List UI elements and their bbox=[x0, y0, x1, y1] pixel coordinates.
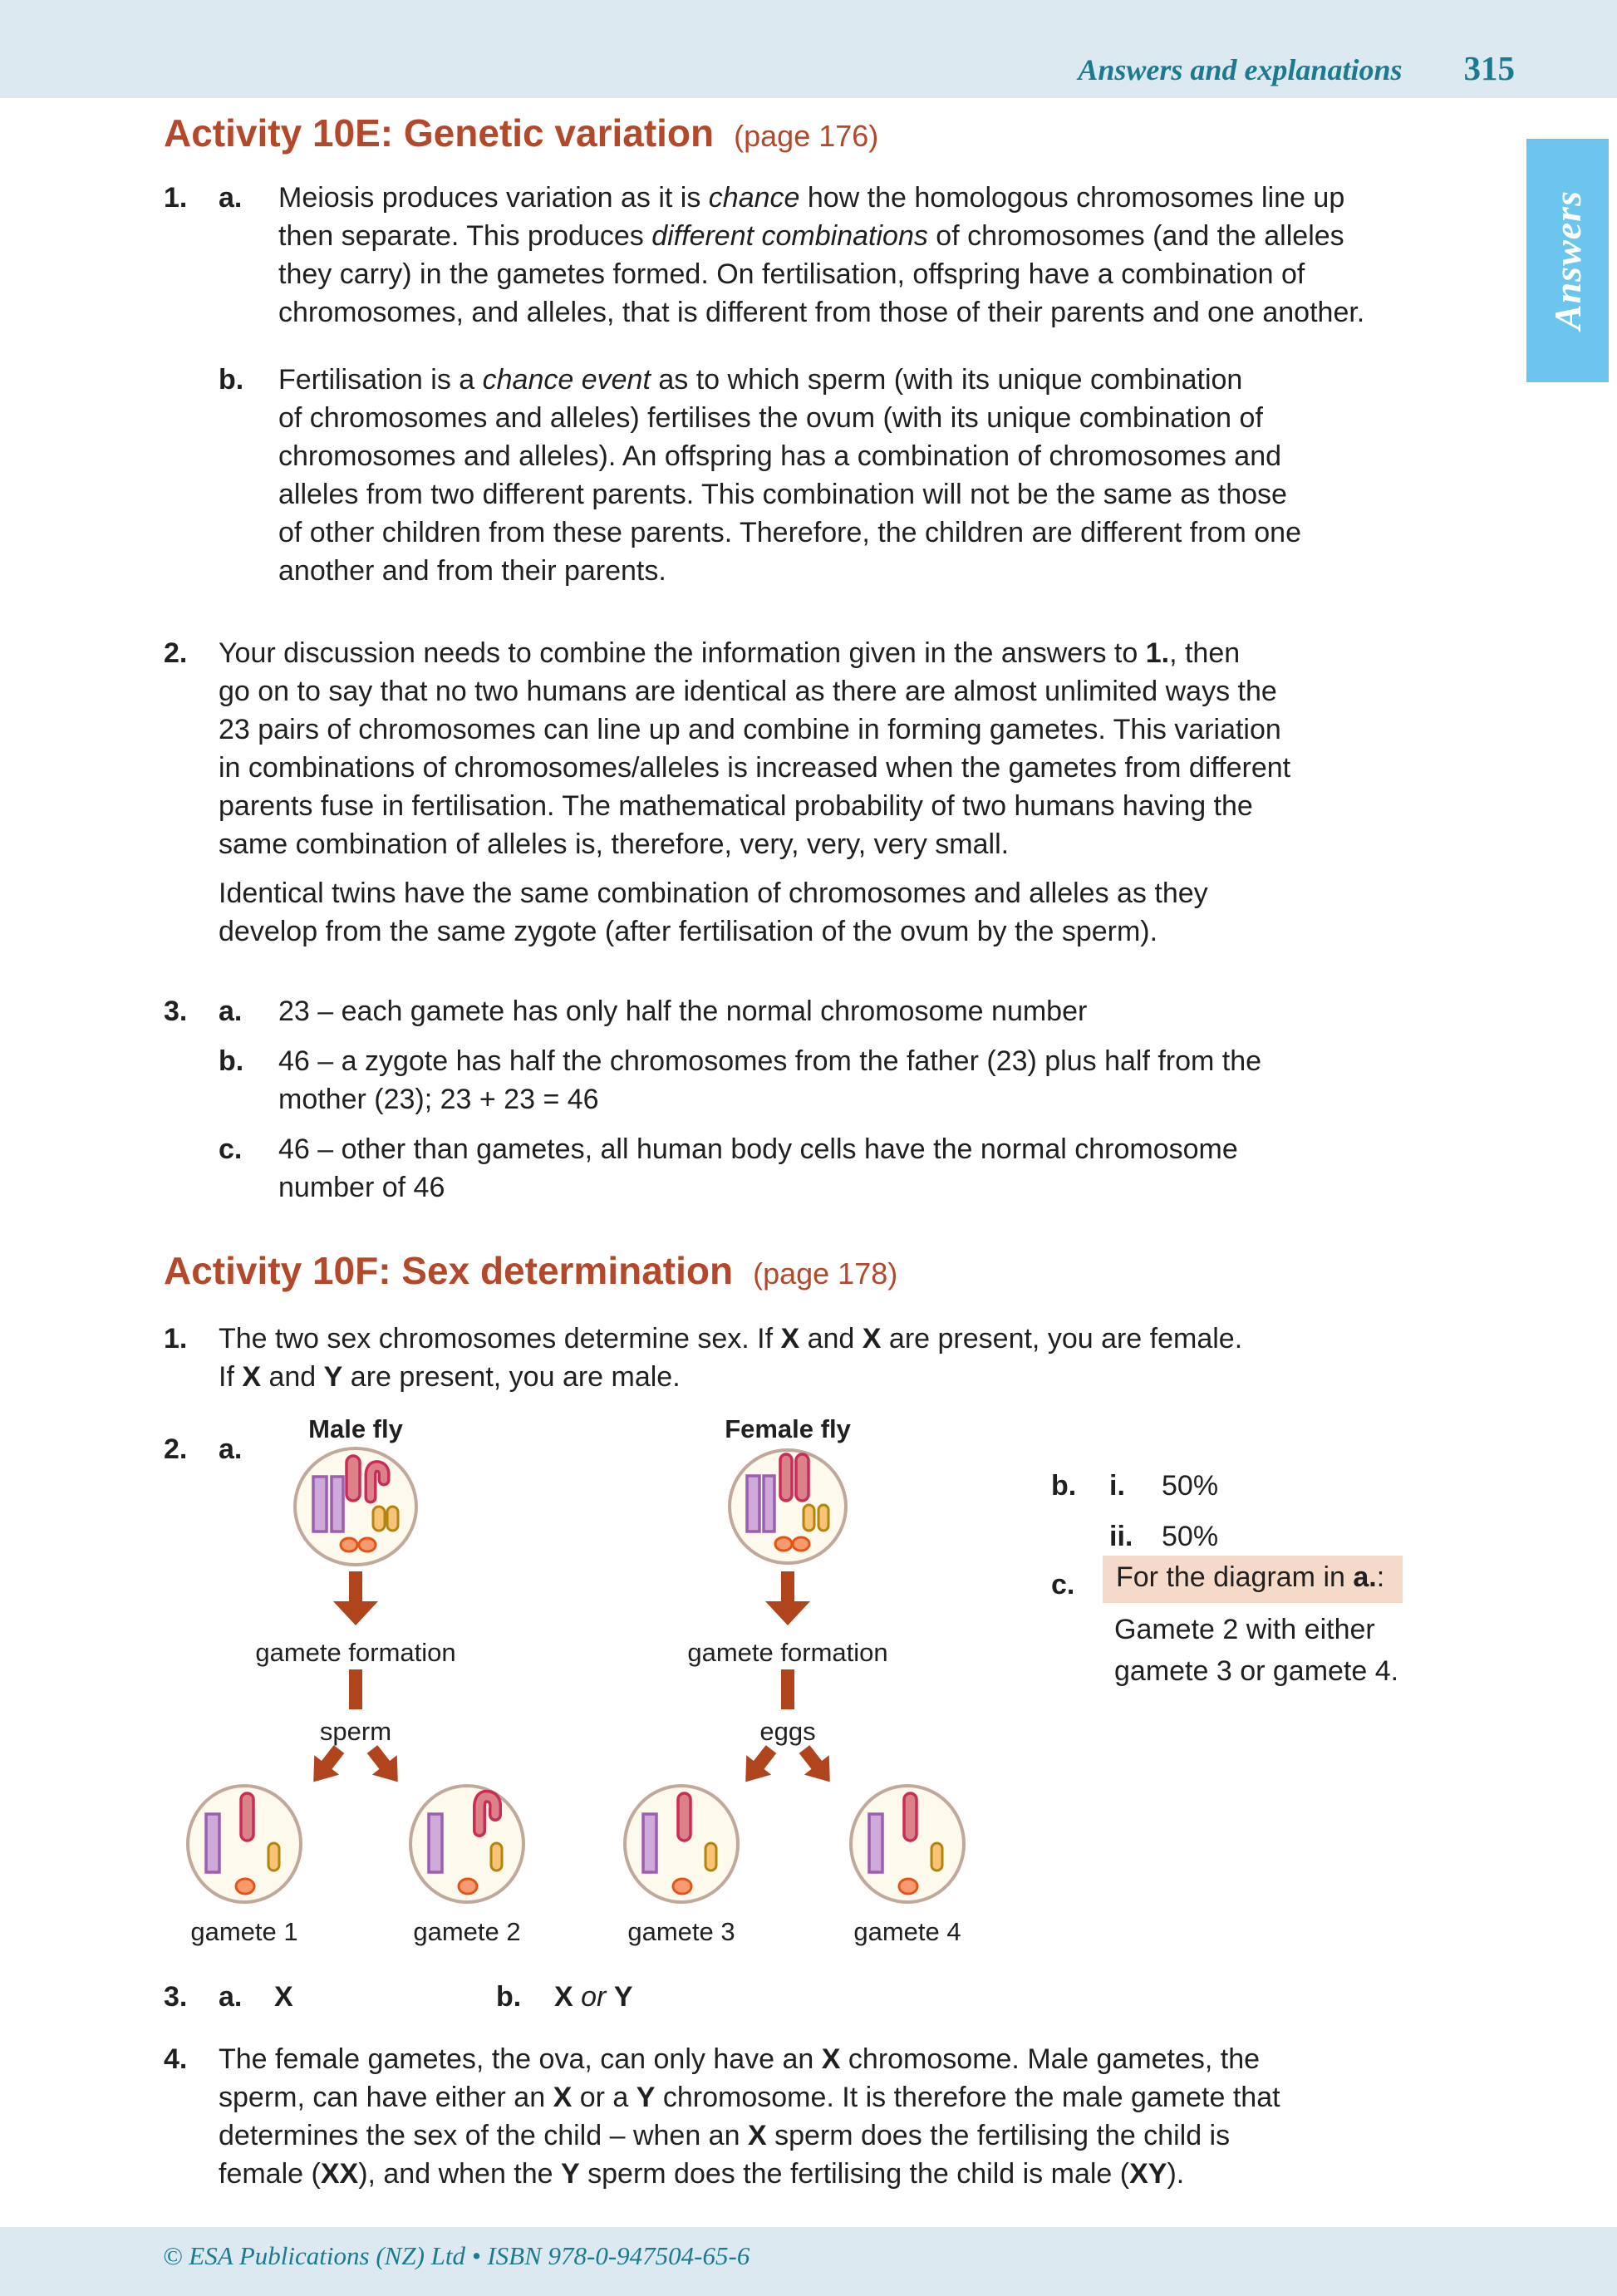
gamete-formation-label-left: gamete formation bbox=[255, 1638, 456, 1667]
answer-fc-line-2: gamete 3 or gamete 4. bbox=[1114, 1655, 1399, 1687]
gamete-3-cell bbox=[625, 1786, 738, 1902]
answer-f1-text: The two sex chromosomes determine sex. If X and X are present, you are female. If X and Y are present, you are male. bbox=[219, 1323, 1243, 1393]
item-1b-letter: b. bbox=[219, 364, 244, 396]
running-header bbox=[1078, 48, 1515, 88]
item-fbi-numeral: i. bbox=[1109, 1470, 1125, 1502]
item-fc-letter: c. bbox=[1051, 1569, 1075, 1600]
chromosome-x bbox=[796, 1454, 808, 1501]
answer-fbii-value: 50% bbox=[1162, 1521, 1219, 1552]
answer-3b-text: 46 – a zygote has half the chromosomes from the father (23) plus half from the mother (23); 23 + 23 = 46 bbox=[278, 1045, 1262, 1115]
answers-side-tab-label: Answers bbox=[1546, 190, 1589, 331]
item-f3-number: 3. bbox=[164, 1981, 188, 2013]
chromosome-orange bbox=[793, 1537, 809, 1551]
eggs-label: eggs bbox=[759, 1717, 816, 1746]
connector-bar bbox=[781, 1669, 794, 1709]
gamete-2-label: gamete 2 bbox=[413, 1917, 521, 1946]
chromosome-purple bbox=[747, 1476, 759, 1531]
gamete-4-cell bbox=[851, 1786, 964, 1902]
gamete-1-label: gamete 1 bbox=[190, 1917, 298, 1946]
chromosome-purple bbox=[764, 1476, 774, 1531]
activity-10e-page-ref: (page 176) bbox=[734, 119, 879, 153]
arrow-down-icon bbox=[333, 1601, 378, 1625]
activity-10f-title-text: Activity 10F: Sex determination bbox=[164, 1249, 734, 1292]
answer-fc-line-1: Gamete 2 with either bbox=[1114, 1614, 1375, 1645]
diagonal-arrow-icon bbox=[301, 1739, 351, 1792]
answer-fbi-value: 50% bbox=[1162, 1470, 1219, 1502]
item-f3a-letter: a. bbox=[219, 1981, 243, 2013]
chromosome-yellow bbox=[818, 1505, 828, 1531]
answer-f3a-value: X bbox=[274, 1981, 293, 2013]
answer-2-text-2: Identical twins have the same combination of chromosomes and alleles as they develop from the same zygote (after fertilisation of the ovum by the sperm). bbox=[219, 878, 1208, 947]
answer-f3b-value: X or Y bbox=[554, 1981, 633, 2013]
male-fly-label: Male fly bbox=[308, 1414, 403, 1443]
sex-determination-diagram bbox=[133, 1404, 1197, 1978]
chromosome-yellow bbox=[373, 1507, 385, 1531]
item-f1-number: 1. bbox=[164, 1323, 188, 1354]
item-fbii-numeral: ii. bbox=[1109, 1521, 1133, 1552]
item-f4-number: 4. bbox=[164, 2043, 188, 2075]
answer-f4-text: The female gametes, the ova, can only have an X chromosome. Male gametes, the sperm, can have either an X or a Y chromosome. It is therefore the male gamete that determines the sex of the child – when an X sperm does the fertilising the child is female (XX), and when the Y sperm does the fertilising the child is male (XY). bbox=[219, 2043, 1280, 2190]
answer-3c-text: 46 – other than gametes, all human body cells have the normal chromosome number of 46 bbox=[278, 1133, 1238, 1203]
item-3c-letter: c. bbox=[219, 1133, 243, 1165]
answers-side-tab bbox=[1526, 139, 1609, 382]
activity-10e-title bbox=[164, 111, 878, 155]
chromosome-orange bbox=[341, 1538, 357, 1551]
diagonal-arrow-icon bbox=[792, 1739, 843, 1792]
arrow-down-icon bbox=[765, 1601, 810, 1625]
female-fly-cell bbox=[730, 1450, 846, 1563]
highlighted-answer: For the diagram in a.: bbox=[1103, 1556, 1403, 1603]
chromosome-purple bbox=[313, 1477, 327, 1531]
item-3b-letter: b. bbox=[219, 1045, 244, 1077]
chromosome-purple bbox=[332, 1477, 343, 1531]
arrow-down-icon bbox=[781, 1571, 794, 1603]
chromosome-x bbox=[346, 1456, 360, 1501]
item-f2-number: 2. bbox=[164, 1433, 188, 1465]
gamete-3-label: gamete 3 bbox=[627, 1917, 735, 1946]
arrow-down-icon bbox=[349, 1571, 362, 1603]
item-f3b-letter: b. bbox=[496, 1981, 522, 2013]
item-2-number: 2. bbox=[164, 637, 188, 669]
answer-1b-text: Fertilisation is a chance event as to which sperm (with its unique combination of chromosomes and alleles) fertilises the ovum (with its unique combination of chromosomes and alleles). An offspring has a combination of chromosomes and alleles from two different parents. This combination will not be the same as those of other children from these parents. Therefore, the children are different from one another and from their parents. bbox=[278, 364, 1301, 587]
answer-3a-text: 23 – each gamete has only half the normal chromosome number bbox=[278, 996, 1088, 1027]
chromosome-yellow bbox=[804, 1505, 814, 1531]
diagonal-arrow-icon bbox=[733, 1739, 784, 1792]
diagonal-arrow-icon bbox=[360, 1739, 410, 1792]
item-3a-letter: a. bbox=[219, 996, 243, 1027]
item-fb-letter: b. bbox=[1051, 1470, 1077, 1502]
answer-1a-text: Meiosis produces variation as it is chance how the homologous chromosomes line up then separate. This produces different combinations of chromosomes (and the alleles they carry) in the gametes formed. On fertilisation, offspring have a combination of chromosomes, and alleles, that is different from those of their parents and one another. bbox=[278, 182, 1365, 328]
gamete-4-label: gamete 4 bbox=[853, 1917, 961, 1946]
footer-imprint: © ESA Publications (NZ) Ltd • ISBN 978-0-947504-65-6 bbox=[163, 2241, 750, 2270]
chromosome-orange bbox=[775, 1537, 792, 1551]
running-header-title: Answers and explanations bbox=[1078, 53, 1403, 86]
connector-bar bbox=[349, 1669, 362, 1709]
gamete-1-cell bbox=[188, 1786, 301, 1902]
chromosome-orange bbox=[359, 1538, 376, 1551]
item-1-number: 1. bbox=[164, 182, 188, 214]
item-3-number: 3. bbox=[164, 996, 188, 1027]
item-1a-letter: a. bbox=[219, 182, 243, 214]
activity-10f-title bbox=[164, 1248, 897, 1293]
page-number: 315 bbox=[1463, 49, 1515, 87]
item-f2a-letter: a. bbox=[219, 1433, 243, 1465]
activity-10e-title-text: Activity 10E: Genetic variation bbox=[164, 111, 715, 155]
answer-2-text: Your discussion needs to combine the information given in the answers to 1., then go on to say that no two humans are identical as there are almost unlimited ways the 23 pairs of chromosomes can line up and combine in forming gametes. This variation in combinations of chromosomes/alleles is increased when the gametes from different parents fuse in fertilisation. The mathematical probability of two humans having the same combination of alleles is, therefore, very, very, very small. bbox=[219, 637, 1291, 860]
activity-10f-page-ref: (page 178) bbox=[753, 1256, 898, 1291]
gamete-2-cell bbox=[410, 1786, 523, 1902]
male-fly-cell bbox=[295, 1448, 416, 1565]
sperm-label: sperm bbox=[319, 1717, 392, 1746]
chromosome-x bbox=[780, 1454, 792, 1501]
chromosome-yellow bbox=[387, 1507, 398, 1531]
female-fly-label: Female fly bbox=[725, 1414, 851, 1443]
gamete-formation-label-right: gamete formation bbox=[687, 1638, 888, 1667]
